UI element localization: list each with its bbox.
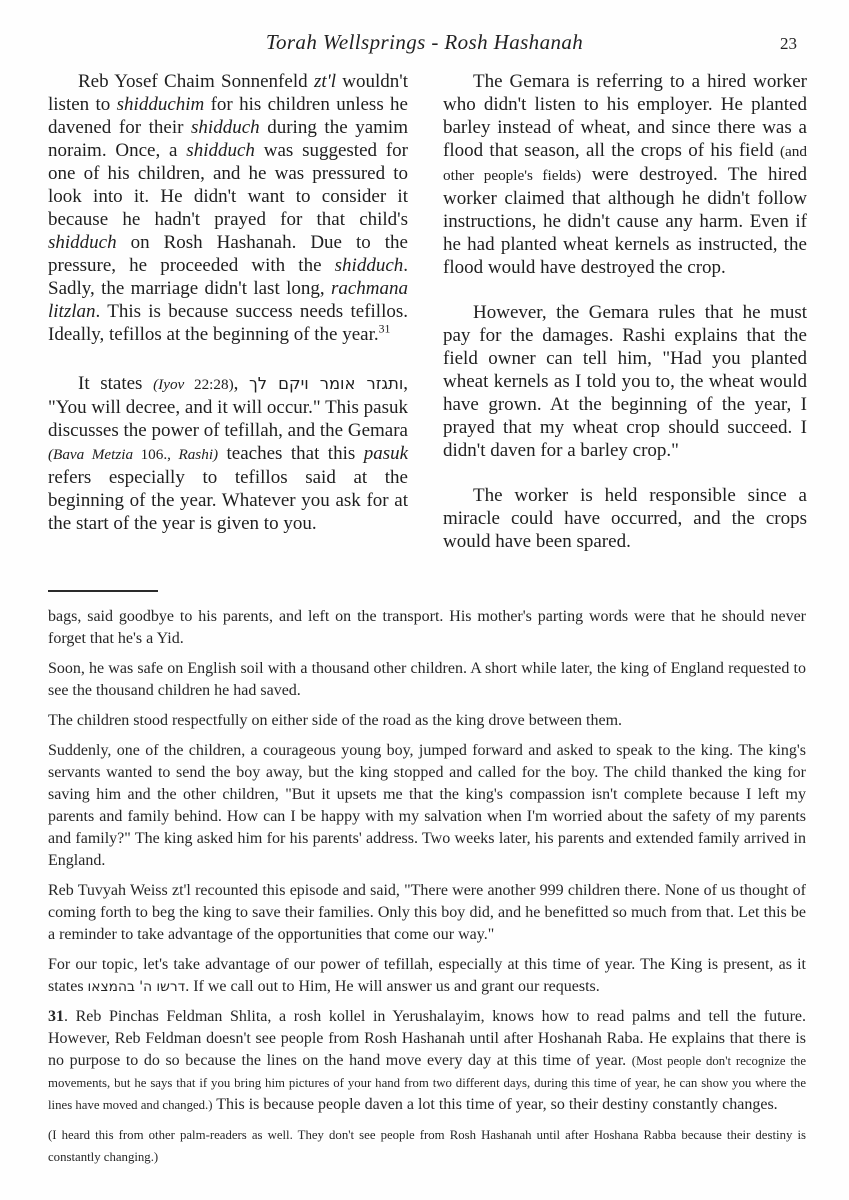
footnote-continuation-paragraph: The children stood respectfully on either side of the road as the king drove between them.	[48, 712, 623, 729]
paragraph-gemara-worker: The Gemara is referring to a hired worker who didn't listen to his employer. He planted barley instead of wheat, and since there was a flood that season, all the crops of his field (and other people's fields) were destroyed. The hired worker claimed that although he didn't follow instructions, he didn't cause any harm. Even if he had planted wheat kernels as instructed, the flood would have destroyed the crop.	[443, 71, 807, 278]
right-column	[443, 70, 807, 553]
paragraph-gemara-ruling: However, the Gemara rules that he must pay for the damages. Rashi explains that the field owner can tell him, "Had you planted wheat kernels as I told you to, the wheat would have grown. At the beginning of the year, I prayed that my wheat crop should succeed. I didn't daven for a barley crop."	[443, 302, 807, 461]
paragraph-sonnenfeld-story: Reb Yosef Chaim Sonnenfeld zt'l wouldn't listen to shidduchim for his children unless he davened for their shidduch during the yamim noraim. Once, a shidduch was suggested for one of his children, and he was pressured to look into it. He didn't want to consider it because he hadn't prayed for that child's shidduch on Rosh Hashanah. Due to the pressure, he proceeded with the shidduch. Sadly, the marriage didn't last long, rachmana litzlan. This is because success needs tefillos. Ideally, tefillos at the beginning of the year.$^{31}$	[48, 71, 409, 345]
footnote-31-paragraph: 31. Reb Pinchas Feldman Shlita, a rosh kollel in Yerushalayim, knows how to read palms and tell the future. However, Reb Feldman doesn't see people from Rosh Hashanah until after Hoshanah Raba. He explains that there is no purpose to do so because the lines on the hand move every day at this time of year. (Most people don't recognize the movements, but he says that if you bring him pictures of your hand from two different days, during this time of year, he can show you where the lines have moved and changed.) This is because people daven a lot this time of year, so their destiny constantly changes.	[48, 1008, 806, 1113]
footnotes-section	[48, 606, 806, 1176]
footnote-continuation-paragraph: Suddenly, one of the children, a courageous young boy, jumped forward and asked to speak to the king. The king's servants wanted to send the boy away, but the king stopped and called for the boy. The child thanked the king for saving him and the other children, "But it upsets me that the king's compassion isn't complete because I left my parents and family behind. How can I be happy with my salvation when I'm worried about the safety of my parents and family?" The king asked him for his parents' address. Two weeks later, his parents and extended family arrived in England.	[48, 742, 806, 869]
page-header	[0, 30, 849, 60]
paragraph-worker-responsible: The worker is held responsible since a miracle could have occurred, and the crops would have been spared.	[443, 485, 807, 552]
footnote-continuation-paragraph: For our topic, let's take advantage of our power of tefillah, especially at this time of year. The King is present, as it states דרשו ה' בהמצאו. If we call out to Him, He will answer us and grant our requests.	[48, 956, 806, 995]
footnote-parenthetical-paragraph: (I heard this from other palm-readers as well. They don't see people from Rosh Hashanah until after Hoshana Rabba because their destiny is constantly changing.)	[48, 1128, 806, 1164]
left-column	[48, 70, 408, 553]
footnote-continuation-paragraph: Soon, he was safe on English soil with a thousand other children. A short while later, the king of England requested to see the thousand children he had saved.	[48, 660, 806, 699]
footnote-separator	[48, 590, 158, 592]
page-title: Torah Wellsprings - Rosh Hashanah	[265, 30, 584, 54]
paragraph-iyov-pasuk: It states (Iyov 22:28), ותגזר אומר ויקם לך, "You will decree, and it will occur." This pasuk discusses the power of tefillah, and the Gemara (Bava Metzia 106., Rashi) teaches that this pasuk refers especially to tefillos said at the beginning of the year. Whatever you ask for at the start of the year is given to you.	[48, 373, 409, 534]
main-content	[48, 70, 807, 553]
footnote-continuation-paragraph: bags, said goodbye to his parents, and left on the transport. His mother's parting words were that he should never forget that he's a Yid.	[48, 608, 806, 647]
footnote-continuation-paragraph: Reb Tuvyah Weiss zt'l recounted this episode and said, "There were another 999 children there. None of us thought of coming forth to beg the king to save their families. Only this boy did, and he benefitted so much from that. Let this be a reminder to take advantage of the opportunities that come our way."	[48, 882, 806, 943]
page-number: 23	[780, 34, 797, 53]
